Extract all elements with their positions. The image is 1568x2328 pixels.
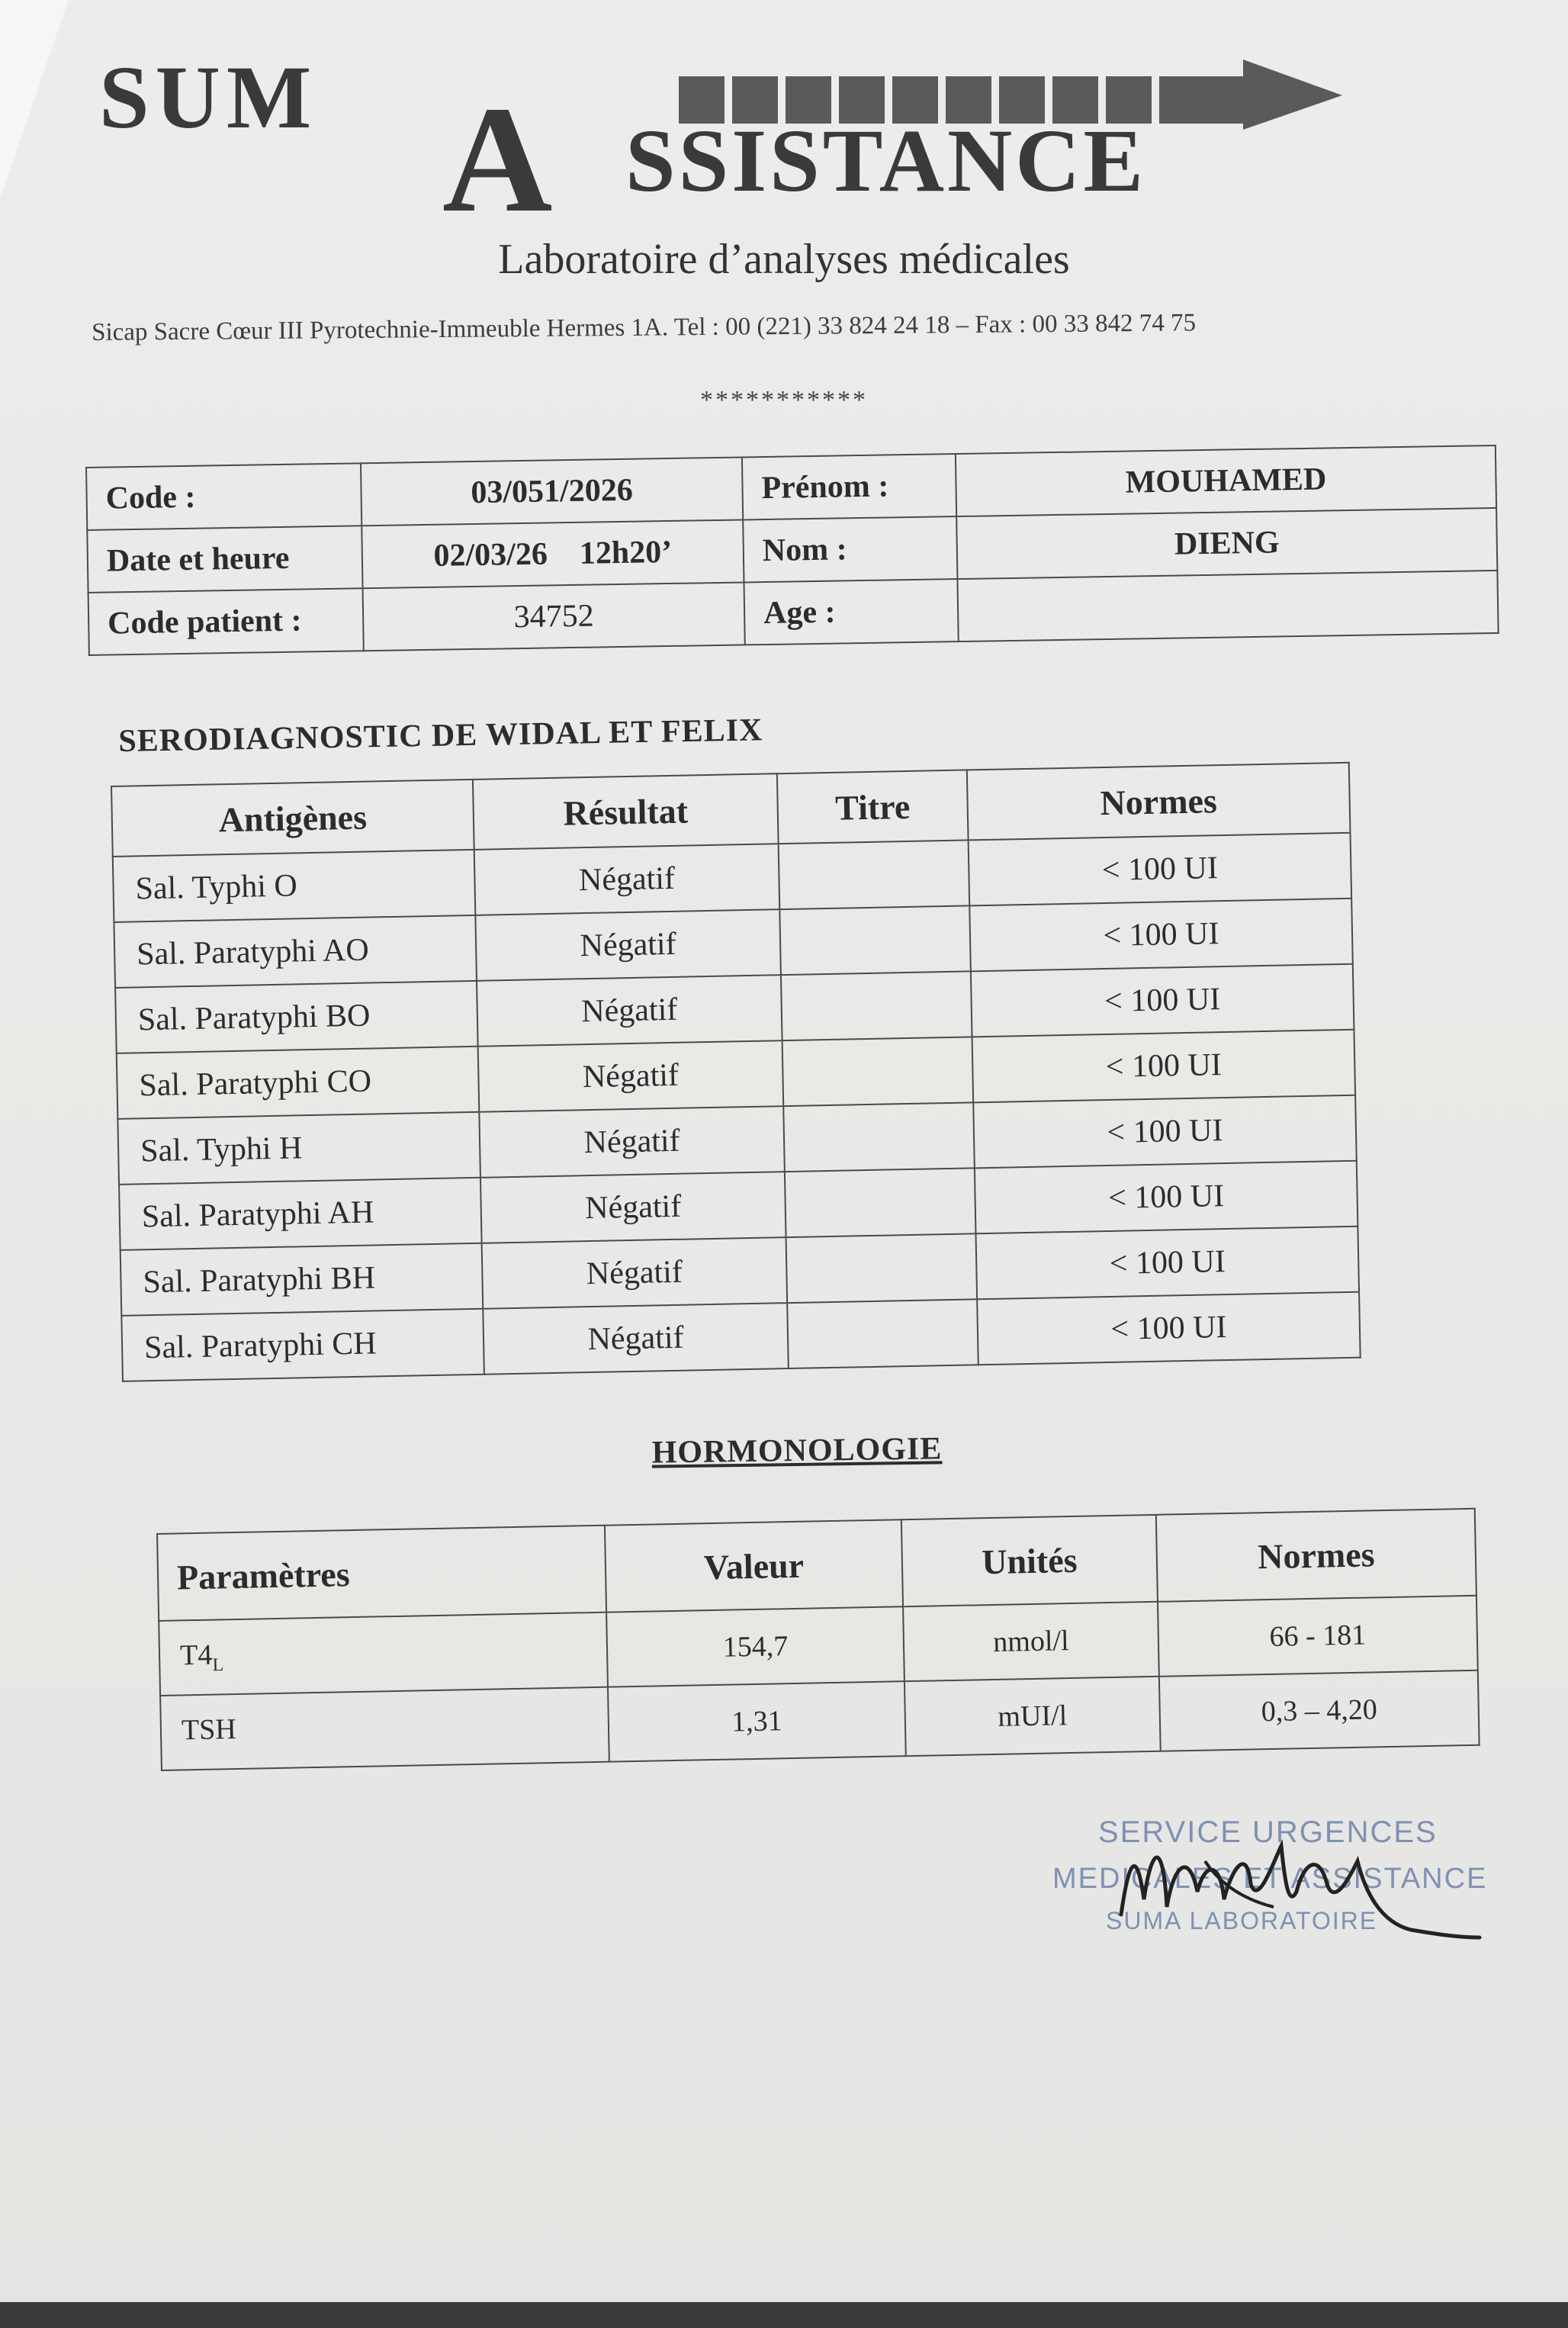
date-value: 02/03/26 12h20’ — [361, 519, 744, 588]
antigen-norme: < 100 UI — [977, 1292, 1361, 1365]
antigen-result: Négatif — [477, 975, 782, 1047]
patient-code-label: Code patient : — [88, 588, 364, 655]
col-parametres: Paramètres — [157, 1526, 606, 1621]
hormonologie-table — [156, 1508, 1480, 1771]
antigen-norme: < 100 UI — [975, 1161, 1358, 1234]
prenom-value: MOUHAMED — [956, 445, 1496, 516]
stamp-line-1: SERVICE URGENCES — [1098, 1815, 1438, 1849]
antigen-result: Négatif — [474, 844, 780, 915]
antigen-titre — [779, 905, 971, 975]
antigen-name: Sal. Paratyphi AO — [114, 915, 477, 988]
antigen-titre — [787, 1299, 978, 1368]
patient-info-table — [85, 445, 1499, 656]
prenom-label: Prénom : — [742, 454, 956, 519]
param-label: T4 — [179, 1638, 213, 1672]
widal-section-title: SERODIAGNOSTIC DE WIDAL ET FELIX — [118, 712, 763, 759]
age-value — [957, 571, 1498, 641]
lab-address: Sicap Sacre Cœur III Pyrotechnie-Immeuble Hermes 1A. Tel : 00 (221) 33 824 24 18 – Fax : 00 33 842 74 75 — [92, 309, 1197, 346]
param-value: 154,7 — [606, 1606, 904, 1687]
antigen-result: Négatif — [475, 909, 781, 981]
col-titre: Titre — [777, 770, 969, 844]
antigen-titre — [779, 840, 970, 909]
nom-label: Nom : — [743, 516, 957, 582]
logo-initial-a: A — [442, 76, 553, 244]
antigen-result: Négatif — [480, 1172, 786, 1243]
hormonologie-section-title: HORMONOLOGIE — [651, 1431, 943, 1471]
param-name — [159, 1613, 608, 1696]
age-label: Age : — [744, 579, 958, 645]
nom-value: DIENG — [956, 508, 1497, 579]
param-name — [160, 1687, 609, 1770]
widal-table — [111, 762, 1361, 1382]
separator-stars: *********** — [700, 386, 868, 414]
antigen-titre — [783, 1102, 975, 1172]
code-label: Code : — [86, 463, 361, 530]
date-label: Date et heure — [87, 526, 362, 593]
col-valeur: Valeur — [605, 1519, 903, 1612]
antigen-name: Sal. Paratyphi AH — [119, 1178, 482, 1250]
signature-icon — [1091, 1815, 1487, 1953]
scan-edge — [0, 2302, 1568, 2328]
antigen-norme: < 100 UI — [973, 1095, 1357, 1169]
antigen-name: Sal. Typhi O — [113, 850, 476, 922]
param-value: 1,31 — [608, 1681, 906, 1761]
antigen-norme: < 100 UI — [975, 1227, 1359, 1300]
col-unites: Unités — [901, 1515, 1158, 1606]
col-normes: Normes — [967, 763, 1351, 841]
antigen-norme: < 100 UI — [969, 833, 1352, 906]
antigen-name: Sal. Paratyphi CH — [121, 1309, 484, 1381]
antigen-titre — [782, 1037, 974, 1106]
antigen-titre — [786, 1233, 978, 1303]
antigen-norme: < 100 UI — [972, 1030, 1356, 1103]
antigen-norme: < 100 UI — [971, 964, 1354, 1037]
antigen-result: Négatif — [478, 1040, 784, 1112]
antigen-result: Négatif — [479, 1106, 785, 1178]
col-resultat: Résultat — [473, 773, 779, 850]
param-label: TSH — [181, 1713, 237, 1747]
logo-text-sum: SUM — [99, 47, 318, 147]
antigen-titre — [781, 971, 972, 1040]
param-unit: mUI/l — [904, 1677, 1161, 1756]
lab-subtitle: Laboratoire d’analyses médicales — [498, 236, 1070, 283]
folded-corner — [0, 0, 69, 198]
suma-assistance-logo — [99, 46, 1335, 244]
patient-code-value: 34752 — [363, 582, 745, 651]
antigen-name: Sal. Paratyphi BH — [120, 1243, 484, 1316]
antigen-name: Sal. Paratyphi BO — [115, 981, 478, 1053]
col-normes: Normes — [1156, 1509, 1476, 1602]
antigen-name: Sal. Typhi H — [117, 1112, 480, 1185]
antigen-result: Négatif — [482, 1237, 788, 1309]
stamp-line-3: SUMA LABORATOIRE — [1106, 1907, 1378, 1934]
stamp-line-2: MEDICALES ET ASSISTANCE — [1052, 1863, 1488, 1895]
antigen-name: Sal. Paratyphi CO — [117, 1047, 480, 1119]
col-antigenes: Antigènes — [111, 780, 474, 857]
param-unit: nmol/l — [903, 1602, 1159, 1681]
param-norme: 66 - 181 — [1158, 1596, 1478, 1677]
param-subscript: L — [212, 1655, 224, 1676]
logo-text-ssistance: SSISTANCE — [625, 111, 1147, 211]
antigen-norme: < 100 UI — [969, 899, 1353, 972]
antigen-result: Négatif — [483, 1303, 789, 1375]
param-norme: 0,3 – 4,20 — [1159, 1670, 1480, 1751]
code-value: 03/051/2026 — [361, 457, 743, 526]
antigen-titre — [785, 1168, 976, 1237]
